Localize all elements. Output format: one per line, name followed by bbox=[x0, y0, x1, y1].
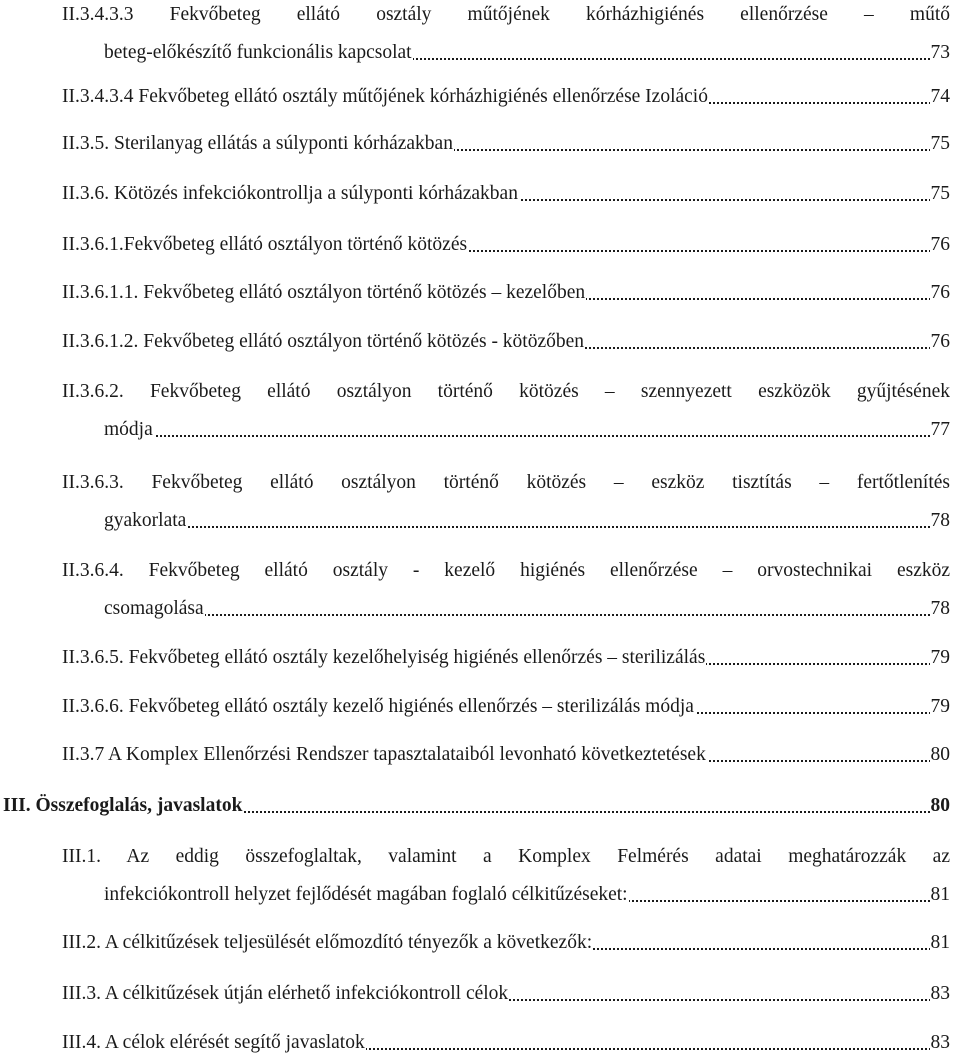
toc-page-number: 77 bbox=[930, 419, 950, 440]
toc-page-number: 75 bbox=[930, 133, 950, 154]
toc-page-number: 76 bbox=[930, 234, 950, 255]
toc-entry-text: II.3.6.1.Fekvőbeteg ellátó osztályon történő kötözés bbox=[62, 234, 468, 255]
toc-page-number: 76 bbox=[930, 331, 950, 352]
toc-entry-text: II.3.6.6. Fekvőbeteg ellátó osztály kezelő higiénés ellenőrzés – sterilizálás módja bbox=[62, 696, 694, 717]
toc-entry-text: II.3.6.1.1. Fekvőbeteg ellátó osztályon történő kötözés – kezelőben bbox=[62, 282, 586, 303]
toc-page-number: 79 bbox=[930, 696, 950, 717]
toc-page-number: 78 bbox=[930, 510, 950, 531]
toc-entry-text: III.3. A célkitűzések útján elérhető infekciókontroll célok bbox=[62, 983, 509, 1004]
toc-page-number: 79 bbox=[930, 647, 950, 668]
toc-entry-text: III. Összefoglalás, javaslatok bbox=[3, 795, 243, 816]
toc-page-number: 74 bbox=[930, 86, 950, 107]
toc-entry-text: II.3.5. Sterilanyag ellátás a súlyponti kórházakban bbox=[62, 133, 453, 154]
toc-page-number: 83 bbox=[930, 983, 950, 1004]
toc-entry-text: II.3.6.1.2. Fekvőbeteg ellátó osztályon történő kötözés - kötözőben bbox=[62, 331, 585, 352]
toc-entry-text: II.3.4.3.4 Fekvőbeteg ellátó osztály műtőjének kórházhigiénés ellenőrzése Izoláció bbox=[62, 86, 708, 107]
toc-entry-text: II.3.6. Kötözés infekciókontrollja a súlyponti kórházakban bbox=[62, 183, 518, 204]
toc-page-number: 76 bbox=[930, 282, 950, 303]
toc-entry-text: infekciókontroll helyzet fejlődését magában foglaló célkitűzéseket: bbox=[104, 884, 628, 905]
toc-page-number: 78 bbox=[930, 598, 950, 619]
toc-page-number: 73 bbox=[930, 42, 950, 63]
toc-entry-text: II.3.6.4. Fekvőbeteg ellátó osztály - kezelő higiénés ellenőrzése – orvostechnikai eszköz bbox=[62, 560, 950, 581]
dot-leader bbox=[104, 614, 950, 616]
toc-entry-text: II.3.6.2. Fekvőbeteg ellátó osztályon történő kötözés – szennyezett eszközök gyűjtésének bbox=[62, 381, 950, 402]
toc-page-number: 80 bbox=[930, 744, 950, 765]
toc-entry-text: beteg-előkészítő funkcionális kapcsolat bbox=[104, 42, 412, 63]
toc-entry-text: gyakorlata bbox=[104, 510, 187, 531]
toc-entry-text: III.1. Az eddig összefoglaltak, valamint a Komplex Felmérés adatai meghatározzák az bbox=[62, 846, 950, 867]
toc-entry-text: II.3.6.3. Fekvőbeteg ellátó osztályon történő kötözés – eszköz tisztítás – fertőtlenítés bbox=[62, 472, 950, 493]
toc-page-number: 83 bbox=[930, 1032, 950, 1053]
toc-entry[interactable] bbox=[62, 381, 950, 440]
toc-entry-text: II.3.6.5. Fekvőbeteg ellátó osztály kezelőhelyiség higiénés ellenőrzés – sterilizálás bbox=[62, 647, 706, 668]
toc-entry-text: III.2. A célkitűzések teljesülését előmozdító tényezők a következők: bbox=[62, 932, 593, 953]
toc-entry-text: II.3.4.3.3 Fekvőbeteg ellátó osztály műtőjének kórházhigiénés ellenőrzése – műtő bbox=[62, 4, 950, 25]
toc-entry-text: módja bbox=[104, 419, 153, 440]
toc-entry[interactable] bbox=[62, 846, 950, 905]
toc-entry-text: csomagolása bbox=[104, 598, 204, 619]
toc-entry[interactable] bbox=[62, 560, 950, 619]
dot-leader bbox=[104, 435, 950, 437]
toc-entry[interactable] bbox=[62, 472, 950, 531]
toc-entry-text: III.4. A célok elérését segítő javaslatok bbox=[62, 1032, 365, 1053]
toc-page-number: 81 bbox=[930, 884, 950, 905]
toc-entry-text: II.3.7 A Komplex Ellenőrzési Rendszer tapasztalataiból levonható következtetések bbox=[62, 744, 706, 765]
toc-page-number: 75 bbox=[930, 183, 950, 204]
dot-leader bbox=[104, 526, 950, 528]
toc-page-number: 81 bbox=[930, 932, 950, 953]
toc-entry[interactable] bbox=[62, 4, 950, 63]
toc-page-number: 80 bbox=[930, 795, 950, 816]
